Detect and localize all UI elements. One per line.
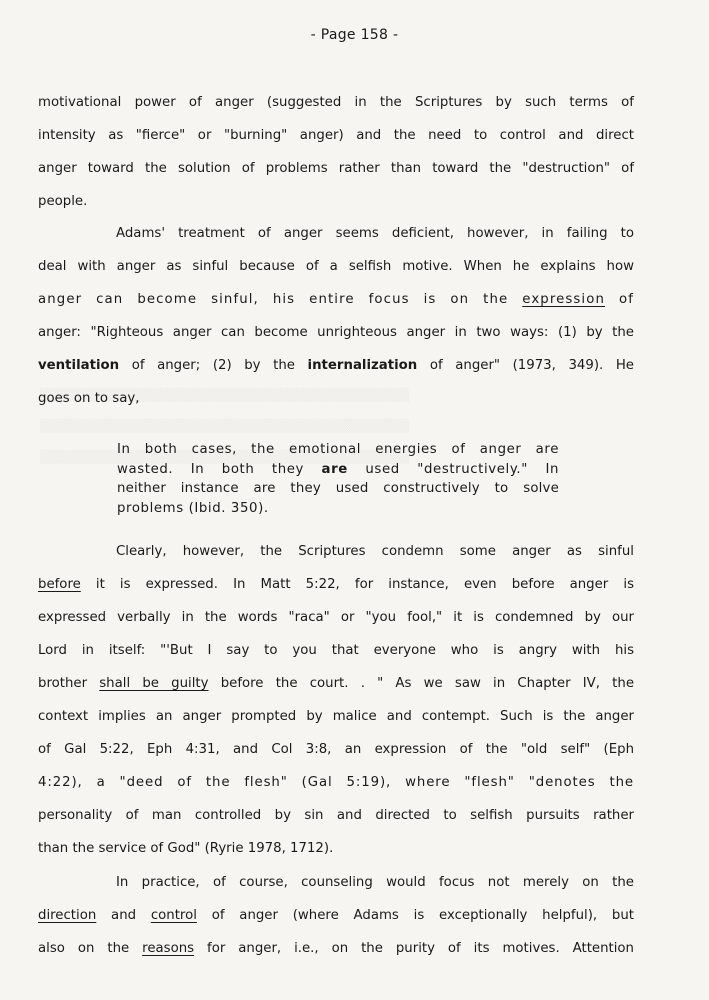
underlined-expression: expression: [522, 292, 605, 307]
p2-line-5: ventilation of anger; (2) by the internalization of anger" (1973, 349). He: [38, 358, 634, 373]
underlined-control: control: [150, 908, 197, 923]
quote-line-1: In both cases, the emotional energies of anger are: [117, 442, 559, 457]
paragraph-4: [38, 866, 634, 965]
p2-line-6: goes on to say,: [38, 391, 140, 406]
p3-line-4: Lord in itself: "'But I say to you that everyone who is angry with his: [38, 643, 634, 658]
page-number-header: - Page 158 -: [310, 27, 399, 43]
underlined-direction: direction: [38, 908, 97, 923]
p4-line-1: In practice, of course, counseling would focus not merely on the: [116, 875, 634, 890]
p4-line-3: also on the reasons for anger, i.e., on the purity of its motives. Attention: [38, 941, 634, 956]
underlined-shall-be-guilty: shall be guilty: [99, 676, 209, 691]
quote-line-4: problems (Ibid. 350).: [117, 500, 269, 516]
p3-line-5: brother shall be guilty before the court. . " As we saw in Chapter IV, the: [38, 676, 635, 691]
p3-line-1: Clearly, however, the Scriptures condemn some anger as sinful: [116, 544, 634, 559]
underlined-before: before: [38, 577, 81, 592]
quote-line-3: neither instance are they used constructively to solve: [117, 481, 559, 496]
p2-line-4: anger: "Righteous anger can become unrighteous anger in two ways: (1) by the: [38, 325, 634, 340]
paragraph-2: [38, 217, 634, 415]
p1-line-3: anger toward the solution of problems rather than toward the "destruction" of: [38, 161, 634, 176]
underlined-reasons: reasons: [142, 941, 195, 956]
p4-line-2: direction and control of anger (where Adams is exceptionally helpful), but: [38, 908, 634, 923]
p3-line-7: of Gal 5:22, Eph 4:31, and Col 3:8, an expression of the "old self" (Eph: [38, 742, 634, 757]
p3-line-6: context implies an anger prompted by malice and contempt. Such is the anger: [38, 709, 634, 724]
p3-line-2: before it is expressed. In Matt 5:22, for instance, even before anger is: [38, 577, 634, 592]
p2-line-1: Adams' treatment of anger seems deficient, however, in failing to: [116, 226, 634, 241]
p3-line-8: 4:22), a "deed of the flesh" (Gal 5:19), where "flesh" "denotes the: [38, 775, 634, 790]
p2-line-2: deal with anger as sinful because of a selfish motive. When he explains how: [38, 259, 634, 274]
p1-line-4: people.: [38, 194, 88, 209]
paragraph-3: [38, 535, 634, 865]
p1-line-1: motivational power of anger (suggested in the Scriptures by such terms of: [38, 95, 634, 110]
p3-line-10: than the service of God" (Ryrie 1978, 1712).: [38, 841, 334, 856]
block-quote: [117, 440, 559, 518]
bold-ventilation: ventilation: [38, 358, 120, 373]
bold-internalization: internalization: [307, 358, 418, 373]
p3-line-3: expressed verbally in the words "raca" or "you fool," it is condemned by our: [38, 610, 634, 625]
p2-line-3: anger can become sinful, his entire focus is on the expression of: [38, 292, 634, 307]
p1-line-2: intensity as "fierce" or "burning" anger) and the need to control and direct: [38, 128, 634, 143]
p3-line-9: personality of man controlled by sin and directed to selfish pursuits rather: [38, 808, 634, 823]
bold-are: are: [321, 461, 348, 477]
paragraph-1: [38, 86, 634, 218]
quote-line-2: wasted. In both they are used "destructively." In: [117, 461, 560, 477]
